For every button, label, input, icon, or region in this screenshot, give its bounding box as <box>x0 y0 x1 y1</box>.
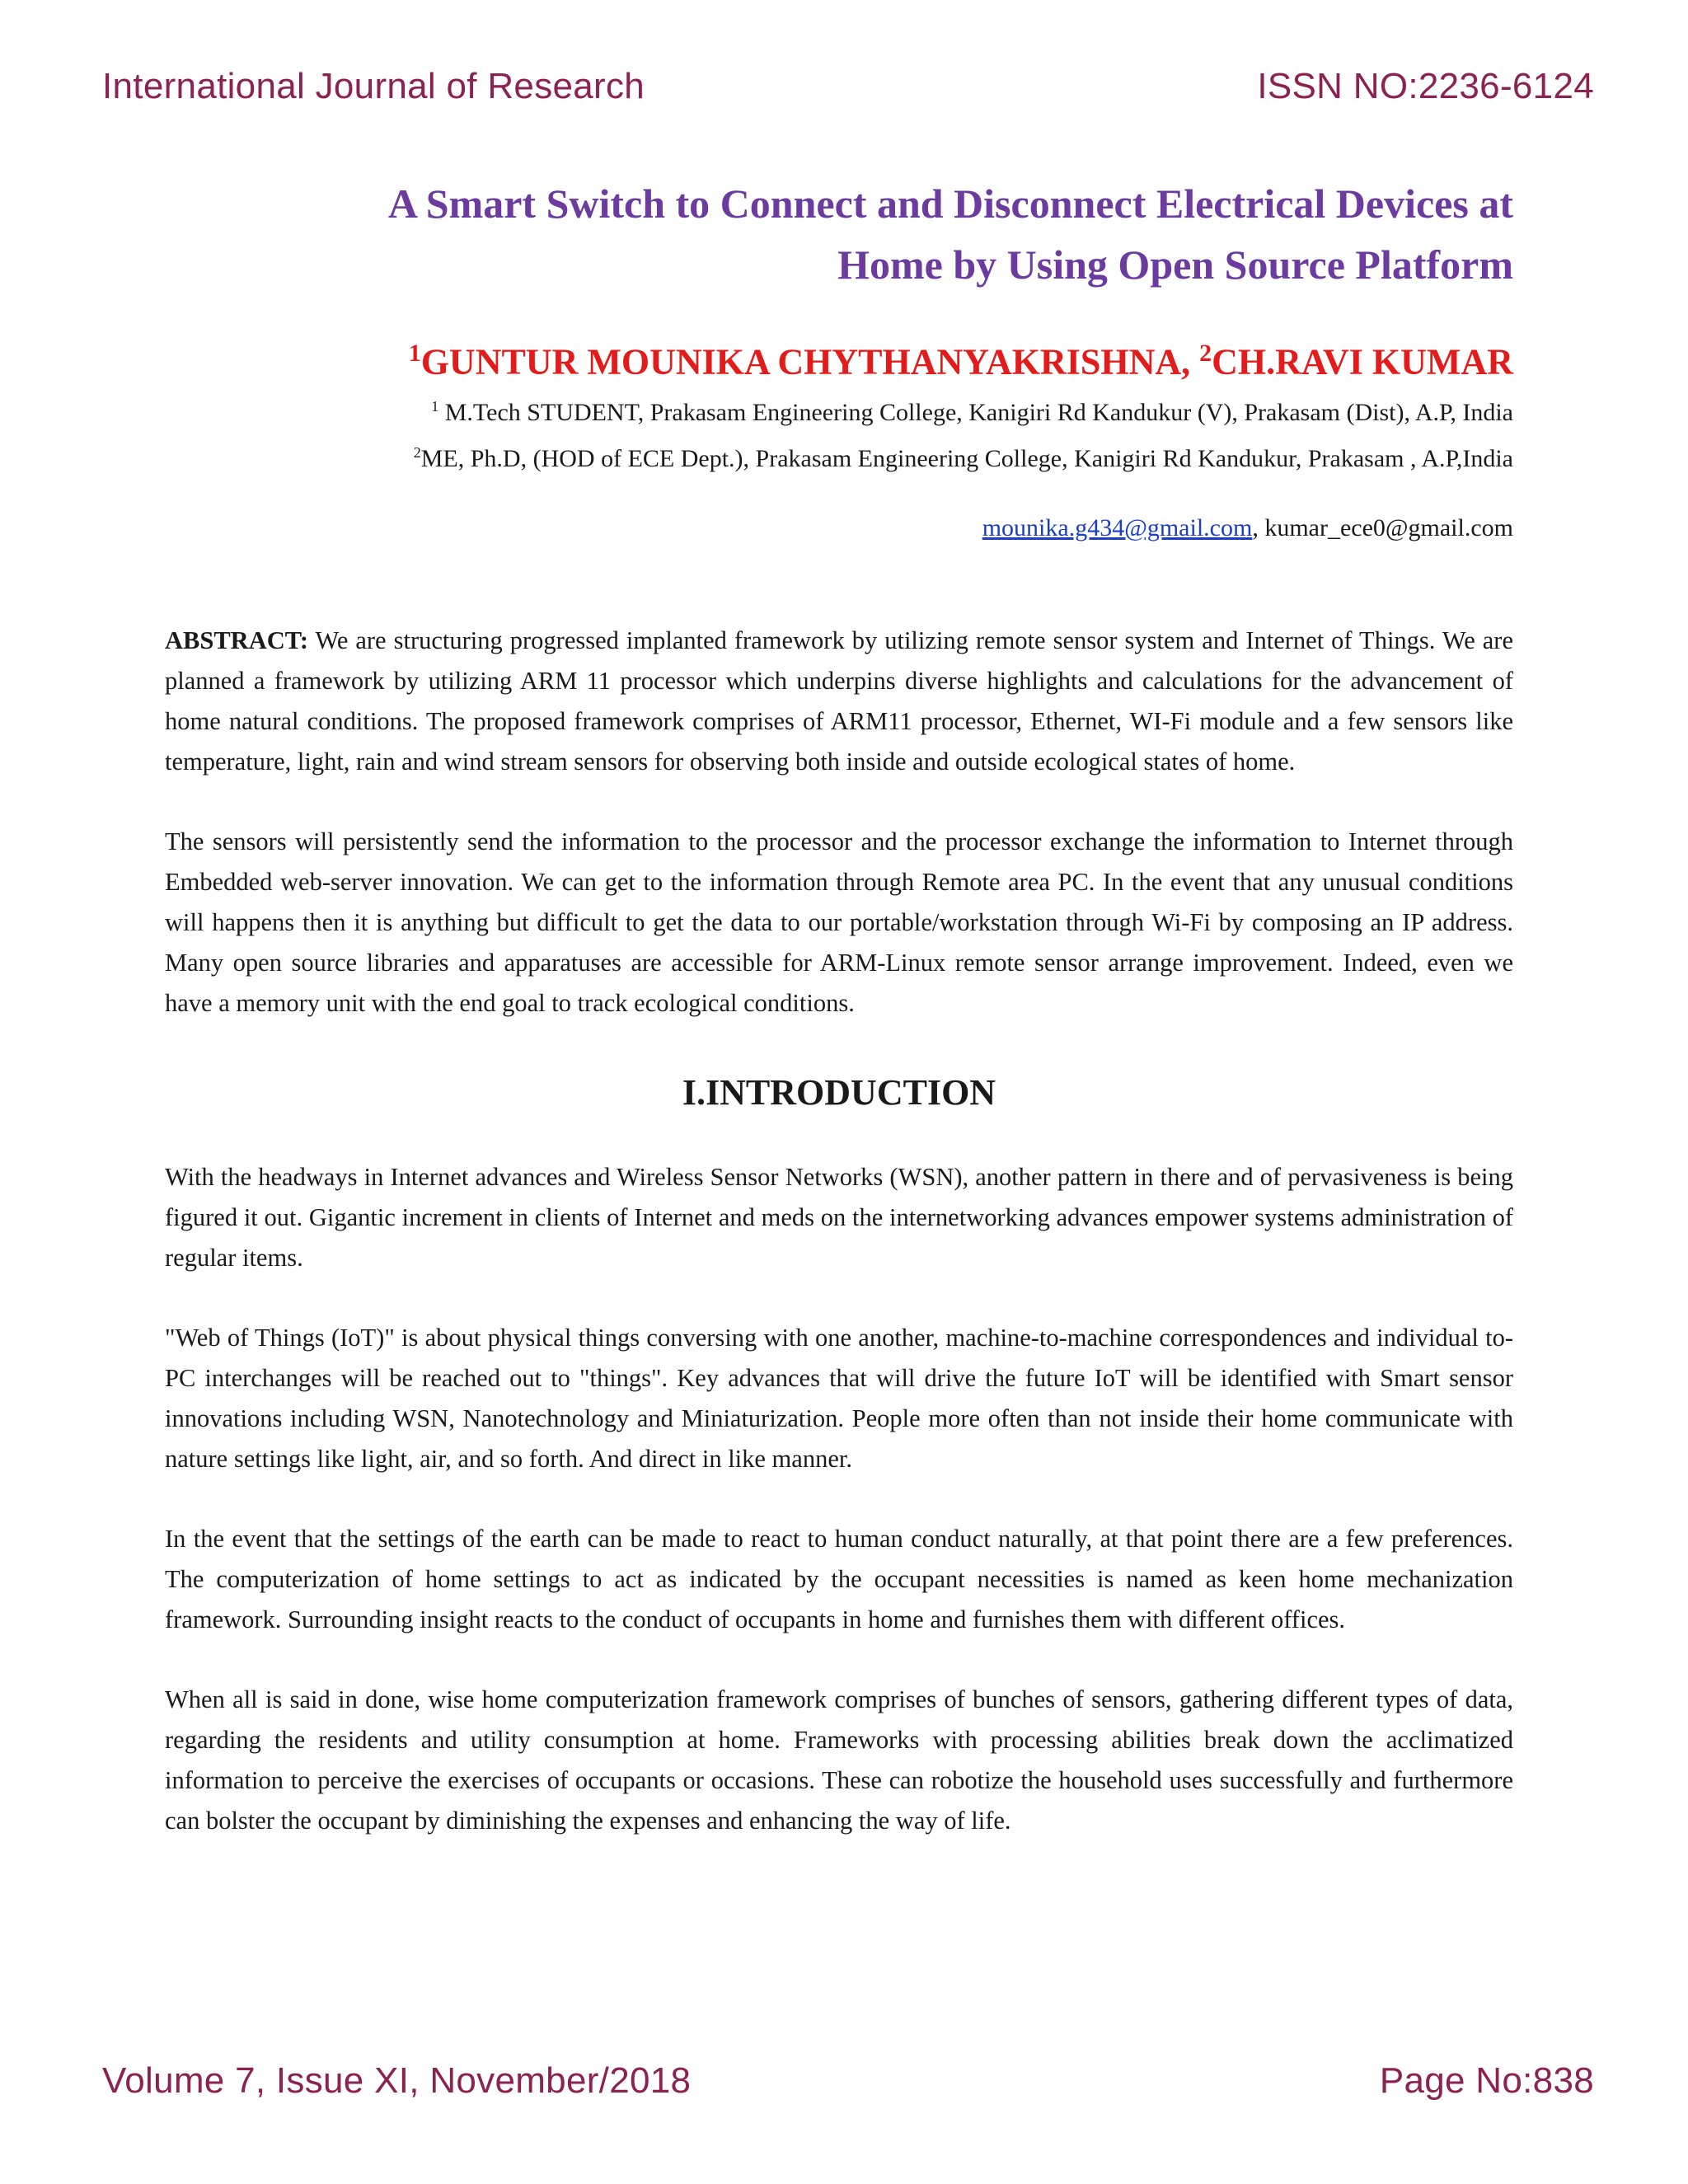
running-footer <box>102 2060 1594 2102</box>
intro-paragraph-1: With the headways in Internet advances and Wireless Sensor Networks (WSN), another pattern in there and of pervasiveness is being figured it out. Gigantic increment in clients of Internet and meds on the internetworking advances empower systems administration of regular items. <box>165 1162 1513 1272</box>
affiliation-1-text: M.Tech STUDENT, Prakasam Engineering College, Kanigiri Rd Kandukur (V), Prakasam (Dist), A.P, India <box>444 398 1513 426</box>
title-line-1: A Smart Switch to Connect and Disconnect Electrical Devices at <box>387 180 1513 227</box>
intro-paragraph-3: In the event that the settings of the earth can be made to react to human conduct naturally, at that point there are a few preferences. The computerization of home settings to act as indicated by the occupant necessities is named as keen home mechanization framework. Surrounding insight reacts to the conduct of occupants in home and furnishes them with different offices. <box>165 1524 1513 1633</box>
page-number: Page No:838 <box>1379 2060 1594 2101</box>
author-emails <box>165 512 1513 545</box>
affiliation-2-superscript: 2 <box>413 443 421 461</box>
journal-name: International Journal of Research <box>102 66 645 106</box>
email-2: kumar_ece0@gmail.com <box>1264 513 1513 541</box>
issn-number: ISSN NO:2236-6124 <box>1257 66 1594 106</box>
affiliation-2-text: ME, Ph.D, (HOD of ECE Dept.), Prakasam Engineering College, Kanigiri Rd Kandukur, Prakasam , A.P,India <box>420 444 1513 472</box>
author-list <box>165 331 1513 385</box>
running-header <box>102 66 1594 107</box>
title-line-2: Home by Using Open Source Platform <box>837 241 1513 288</box>
intro-paragraph-2: "Web of Things (IoT)" is about physical things conversing with one another, machine-to-machine correspondences and individual to-PC interchanges will be reached out to "things". Key advances that will drive the future IoT will be identified with Smart sensor innovations including WSN, Nanotechnology and Miniaturization. People more often than not inside their home communicate with nature settings like light, air, and so forth. And direct in like manner. <box>165 1323 1513 1473</box>
abstract-label: ABSTRACT: <box>165 626 308 654</box>
affiliation-1 <box>165 387 1513 433</box>
volume-issue: Volume 7, Issue XI, November/2018 <box>102 2060 692 2101</box>
author1-name: GUNTUR MOUNIKA CHYTHANYAKRISHNA, <box>420 341 1191 382</box>
affiliation-1-superscript: 1 <box>431 397 439 415</box>
email-separator: , <box>1252 513 1265 541</box>
abstract-paragraph-2: The sensors will persistently send the information to the processor and the processor exchange the information to Internet through Embedded web-server innovation. We can get to the information through Remote area PC. In the event that any unusual conditions will happens then it is anything but difficult to get the data to our portable/workstation through Wi-Fi by composing an IP address. Many open source libraries and apparatuses are accessible for ARM-Linux remote sensor arrange improvement. Indeed, even we have a memory unit with the end goal to track ecological conditions. <box>165 827 1513 1017</box>
email-link-1[interactable]: mounika.g434@gmail.com <box>982 513 1253 541</box>
paper-title <box>165 173 1513 295</box>
author2-name: CH.RAVI KUMAR <box>1212 341 1513 382</box>
paper-content <box>165 173 1513 1841</box>
author1-superscript: 1 <box>408 340 421 367</box>
affiliation-2 <box>165 433 1513 479</box>
intro-paragraph-4: When all is said in done, wise home computerization framework comprises of bunches of sensors, gathering different types of data, regarding the residents and utility consumption at home. Frameworks with processing abilities break down the acclimatized information to perceive the exercises of occupants or occasions. These can robotize the household uses successfully and furthermore can bolster the occupant by diminishing the expenses and enhancing the way of life. <box>165 1685 1513 1835</box>
author2-superscript: 2 <box>1199 340 1212 367</box>
abstract-text-1: We are structuring progressed implanted framework by utilizing remote sensor system and Internet of Things. We are planned a framework by utilizing ARM 11 processor which underpins diverse highlights and calculations for the advancement of home natural conditions. The proposed framework comprises of ARM11 processor, Ethernet, WI-Fi module and a few sensors like temperature, light, rain and wind stream sensors for observing both inside and outside ecological states of home. <box>165 626 1513 776</box>
abstract-paragraph-1 <box>165 621 1513 782</box>
section-heading-introduction: I.INTRODUCTION <box>682 1071 996 1113</box>
